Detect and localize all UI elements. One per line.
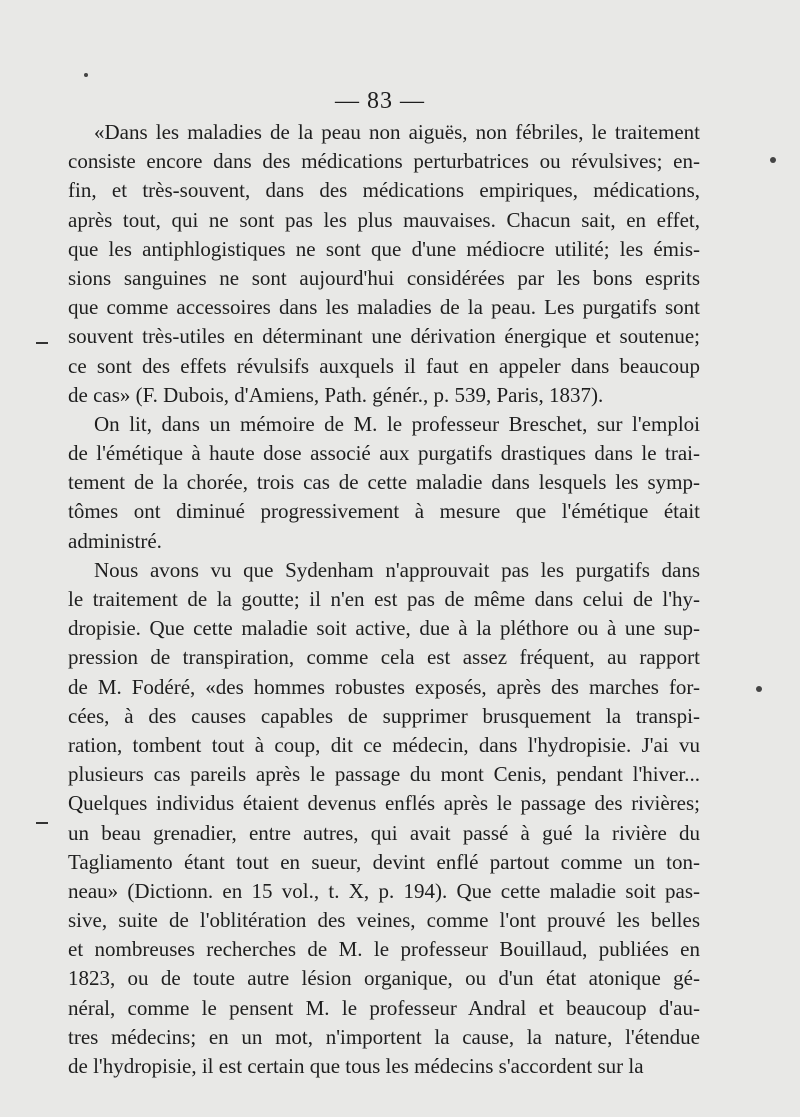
text-line: 1823, ou de toute autre lésion organique, ou d'un état atonique gé-: [68, 966, 700, 991]
margin-dot: [84, 73, 88, 77]
margin-dot: [770, 157, 776, 163]
margin-dash: [36, 822, 48, 824]
page-number: — 83 —: [335, 88, 425, 114]
text-line: pression de transpiration, comme cela est assez fréquent, au rapport: [68, 645, 700, 670]
text-line: dropisie. Que cette maladie soit active, due à la pléthore ou à une sup-: [68, 616, 700, 641]
text-line: de l'hydropisie, il est certain que tous les médecins s'accordent sur la: [68, 1054, 644, 1078]
text-line: fin, et très-souvent, dans des médications empiriques, médications,: [68, 178, 700, 203]
text-line: Nous avons vu que Sydenham n'approuvait pas les purgatifs dans: [94, 557, 700, 582]
text-line: un beau grenadier, entre autres, qui avait passé à gué la rivière du: [68, 820, 700, 845]
text-line: administré.: [68, 528, 162, 553]
text-line: sions sanguines ne sont aujourd'hui considérées par les bons esprits: [68, 265, 700, 290]
text-line: sive, suite de l'oblitération des veines, comme l'ont prouvé les belles: [68, 908, 700, 933]
margin-dot: [756, 686, 762, 692]
text-line: néral, comme le pensent M. le professeur Andral et beaucoup d'au-: [68, 995, 700, 1020]
text-line: Tagliamento étant tout en sueur, devint enflé partout comme un ton-: [68, 849, 700, 874]
text-line: On lit, dans un mémoire de M. le professeur Breschet, sur l'emploi: [94, 411, 700, 436]
text-line: de l'émétique à haute dose associé aux purgatifs drastiques dans le trai-: [68, 441, 700, 466]
text-line: de M. Fodéré, «des hommes robustes exposés, après des marches for-: [68, 674, 700, 699]
text-line: et nombreuses recherches de M. le professeur Bouillaud, publiées en: [68, 937, 700, 962]
margin-dash: [36, 342, 48, 344]
text-line: que comme accessoires dans les maladies de la peau. Les purgatifs sont: [68, 295, 700, 320]
text-line: Quelques individus étaient devenus enflés après le passage des rivières;: [68, 791, 700, 816]
text-line: tement de la chorée, trois cas de cette maladie dans lesquels les symp-: [68, 470, 700, 495]
text-line: souvent très-utiles en déterminant une dérivation énergique et soutenue;: [68, 324, 700, 349]
text-line: consiste encore dans des médications perturbatrices ou révulsives; en-: [68, 149, 700, 174]
text-line: tômes ont diminué progressivement à mesure que l'émétique était: [68, 499, 700, 524]
body-text: [68, 118, 700, 1081]
text-line: le traitement de la goutte; il n'en est pas de même dans celui de l'hy-: [68, 587, 700, 611]
text-line: ration, tombent tout à coup, dit ce médecin, dans l'hydropisie. J'ai vu: [68, 732, 700, 757]
text-line: après tout, qui ne sont pas les plus mauvaises. Chacun sait, en effet,: [68, 207, 700, 232]
text-line: cées, à des causes capables de supprimer brusquement la transpi-: [68, 703, 700, 728]
text-line: de cas» (F. Dubois, d'Amiens, Path. génér., p. 539, Paris, 1837).: [68, 382, 604, 407]
text-line: ce sont des effets révulsifs auxquels il faut en appeler dans beaucoup: [68, 353, 700, 378]
text-line: que les antiphlogistiques ne sont que d'une médiocre utilité; les émis-: [68, 236, 700, 261]
text-line: «Dans les maladies de la peau non aiguës, non fébriles, le traitement: [94, 120, 700, 144]
text-line: tres médecins; en un mot, n'importent la cause, la nature, l'étendue: [68, 1024, 700, 1049]
text-line: neau» (Dictionn. en 15 vol., t. X, p. 194). Que cette maladie soit pas-: [68, 878, 700, 903]
text-line: plusieurs cas pareils après le passage du mont Cenis, pendant l'hiver...: [68, 762, 700, 787]
